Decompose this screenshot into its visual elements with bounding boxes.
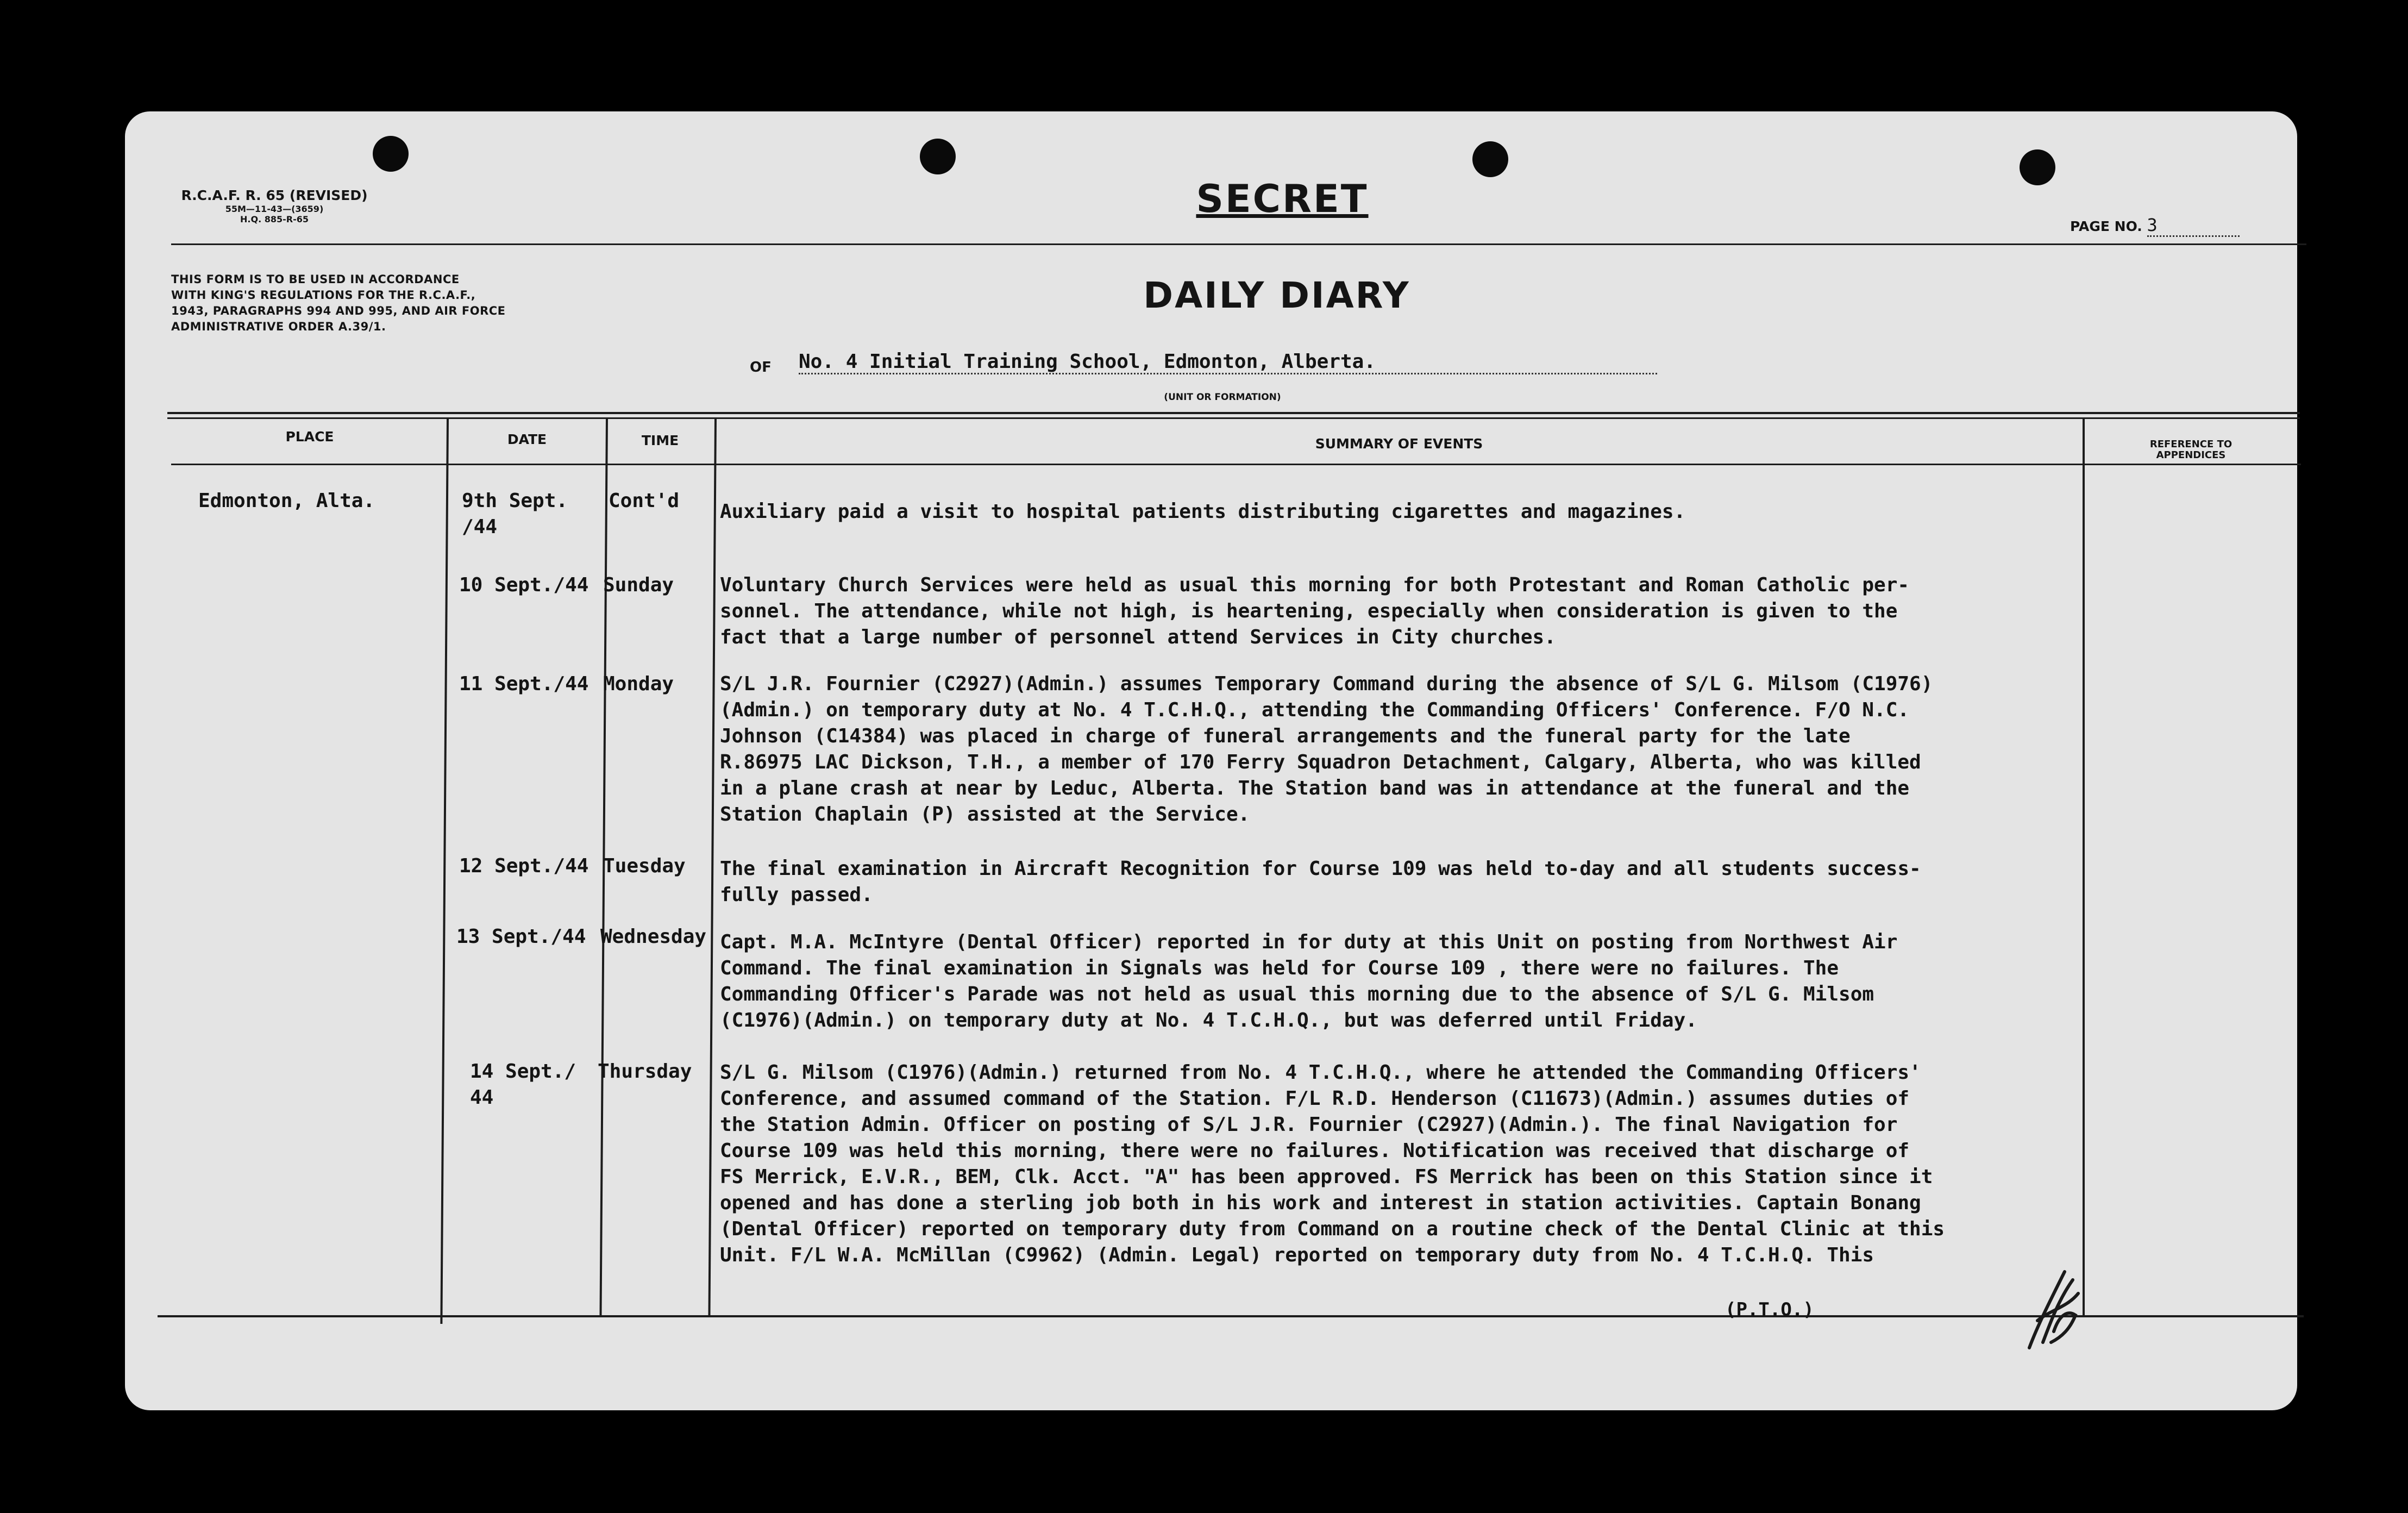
- summary-line: R.86975 LAC Dickson, T.H., a member of 170 Ferry Squadron Detachment, Calgary, Alberta, who was killed: [720, 751, 1921, 773]
- date-line: 10 Sept./44: [459, 574, 589, 596]
- summary-line: Station Chaplain (P) assisted at the Service.: [720, 803, 1250, 826]
- unit-name: No. 4 Initial Training School, Edmonton, Alberta.: [799, 351, 1657, 374]
- header-bottom-rule: [171, 464, 2301, 465]
- punch-hole: [2020, 149, 2055, 185]
- summary-line: fully passed.: [720, 884, 873, 906]
- summary-entry: [720, 499, 1685, 525]
- date-cell: [456, 924, 586, 950]
- summary-line: Conference, and assumed command of the Station. F/L R.D. Henderson (C11673)(Admin.) assumes duties of: [720, 1087, 1910, 1110]
- summary-entry: [720, 671, 1933, 828]
- unit-of-label: OF: [750, 359, 772, 376]
- summary-line: Johnson (C14384) was placed in charge of funeral arrangements and the funeral party for the late: [720, 725, 1851, 747]
- time-cell: Cont'd: [609, 490, 680, 512]
- column-header-date: DATE: [507, 432, 547, 447]
- summary-line: S/L G. Milsom (C1976)(Admin.) returned from No. 4 T.C.H.Q., where he attended the Commanding Officers': [720, 1061, 1921, 1084]
- summary-line: Course 109 was held this morning, there were no failures. Notification was received that discharge of: [720, 1140, 1910, 1162]
- date-line: 14 Sept./: [470, 1060, 576, 1083]
- diary-title: DAILY DIARY: [1143, 274, 1410, 316]
- form-reference: [179, 187, 369, 224]
- secret-heading: SECRET: [1196, 177, 1369, 221]
- summary-line: S/L J.R. Fournier (C2927)(Admin.) assumes Temporary Command during the absence of S/L G. Milsom (C1976): [720, 673, 1933, 695]
- form-ref-line1: R.C.A.F. R. 65 (REVISED): [181, 187, 368, 203]
- column-divider: [440, 419, 449, 1324]
- date-cell: [459, 572, 588, 598]
- date-line: 11 Sept./44: [459, 673, 589, 695]
- punch-hole: [1472, 141, 1508, 177]
- summary-line: Unit. F/L W.A. McMillan (C9962) (Admin. Legal) reported on temporary duty from No. 4 T.C.H.Q. This: [720, 1244, 1874, 1266]
- date-line: 12 Sept./44: [459, 855, 589, 877]
- summary-line: (C1976)(Admin.) on temporary duty at No. 4 T.C.H.Q., but was deferred until Friday.: [720, 1009, 1697, 1031]
- summary-line: fact that a large number of personnel attend Services in City churches.: [720, 626, 1556, 648]
- summary-line: The final examination in Aircraft Recognition for Course 109 was held to-day and all students success-: [720, 858, 1921, 880]
- date-cell: [459, 671, 588, 697]
- column-header-place: PLACE: [285, 429, 334, 445]
- summary-line: sonnel. The attendance, while not high, is heartening, especially when consideration is given to the: [720, 600, 1898, 622]
- form-ref-line2: 55M—11-43—(3659): [225, 204, 324, 214]
- reference-header-line: APPENDICES: [2156, 449, 2226, 461]
- summary-entry: [720, 572, 1909, 651]
- pto-note: (P.T.O.): [1725, 1299, 1814, 1321]
- table-top-rule: [167, 417, 2300, 419]
- form-note-line: 1943, PARAGRAPHS 994 AND 995, AND AIR FORCE: [171, 304, 506, 317]
- date-line: 9th Sept.: [462, 490, 568, 512]
- column-divider: [708, 419, 717, 1316]
- punch-hole: [373, 136, 409, 172]
- summary-line: Commanding Officer's Parade was not held as usual this morning due to the absence of S/L G. Milsom: [720, 983, 1874, 1005]
- summary-line: the Station Admin. Officer on posting of S/L J.R. Fournier (C2927)(Admin.). The final Navigation for: [720, 1114, 1898, 1136]
- summary-entry: [720, 929, 1897, 1034]
- summary-line: (Admin.) on temporary duty at No. 4 T.C.H.Q., attending the Commanding Officers' Conference. F/O N.C.: [720, 699, 1910, 721]
- time-cell: Sunday: [603, 574, 674, 596]
- page-number-value: 3: [2147, 215, 2240, 237]
- date-cell: [462, 488, 568, 540]
- time-cell: Thursday: [598, 1060, 692, 1083]
- table-bottom-rule: [158, 1315, 2304, 1317]
- form-usage-note: [171, 272, 584, 335]
- date-cell: [459, 853, 588, 879]
- column-header-summary: SUMMARY OF EVENTS: [1315, 436, 1483, 452]
- page-number: [2070, 215, 2240, 237]
- reference-header-line: REFERENCE TO: [2149, 439, 2233, 450]
- column-divider: [2083, 419, 2085, 1316]
- summary-line: Auxiliary paid a visit to hospital patients distributing cigarettes and magazines.: [720, 501, 1686, 523]
- form-note-line: WITH KING'S REGULATIONS FOR THE R.C.A.F.,: [171, 288, 476, 302]
- place-cell: Edmonton, Alta.: [198, 490, 375, 512]
- form-note-line: ADMINISTRATIVE ORDER A.39/1.: [171, 320, 386, 333]
- time-cell: Monday: [603, 673, 674, 695]
- form-ref-line3: H.Q. 885-R-65: [240, 214, 309, 225]
- date-cell: [470, 1059, 576, 1111]
- column-header-time: TIME: [641, 433, 679, 448]
- summary-line: Command. The final examination in Signals was held for Course 109 , there were no failures. The: [720, 957, 1839, 979]
- date-line: /44: [462, 516, 498, 538]
- summary-line: Voluntary Church Services were held as usual this morning for both Protestant and Roman Catholic per-: [720, 574, 1910, 596]
- summary-line: FS Merrick, E.V.R., BEM, Clk. Acct. "A" has been approved. FS Merrick has been on this Station since it: [720, 1166, 1933, 1188]
- date-line: 13 Sept./44: [456, 926, 586, 948]
- handwritten-initials: [2021, 1261, 2086, 1353]
- time-cell: Tuesday: [603, 855, 686, 877]
- summary-line: opened and has done a sterling job both in his work and interest in station activities. Captain Bonang: [720, 1192, 1921, 1214]
- date-line: 44: [470, 1086, 494, 1109]
- summary-entry: [720, 1060, 1945, 1268]
- summary-line: (Dental Officer) reported on temporary duty from Command on a routine check of the Dental Clinic at this: [720, 1218, 1945, 1240]
- diary-sheet: [125, 111, 2297, 1410]
- page-number-label: PAGE NO.: [2070, 218, 2142, 234]
- time-cell: Wednesday: [600, 926, 707, 948]
- form-note-line: THIS FORM IS TO BE USED IN ACCORDANCE: [171, 273, 460, 286]
- summary-entry: [720, 856, 1921, 908]
- summary-line: Capt. M.A. McIntyre (Dental Officer) reported in for duty at this Unit on posting from Northwest Air: [720, 931, 1898, 953]
- column-header-reference: [2089, 439, 2293, 461]
- table-top-rule: [167, 412, 2300, 414]
- unit-caption: (UNIT OR FORMATION): [1164, 392, 1281, 403]
- punch-hole: [920, 139, 956, 174]
- header-rule: [171, 243, 2306, 245]
- summary-line: in a plane crash at near by Leduc, Alberta. The Station band was in attendance at the funeral and the: [720, 777, 1910, 799]
